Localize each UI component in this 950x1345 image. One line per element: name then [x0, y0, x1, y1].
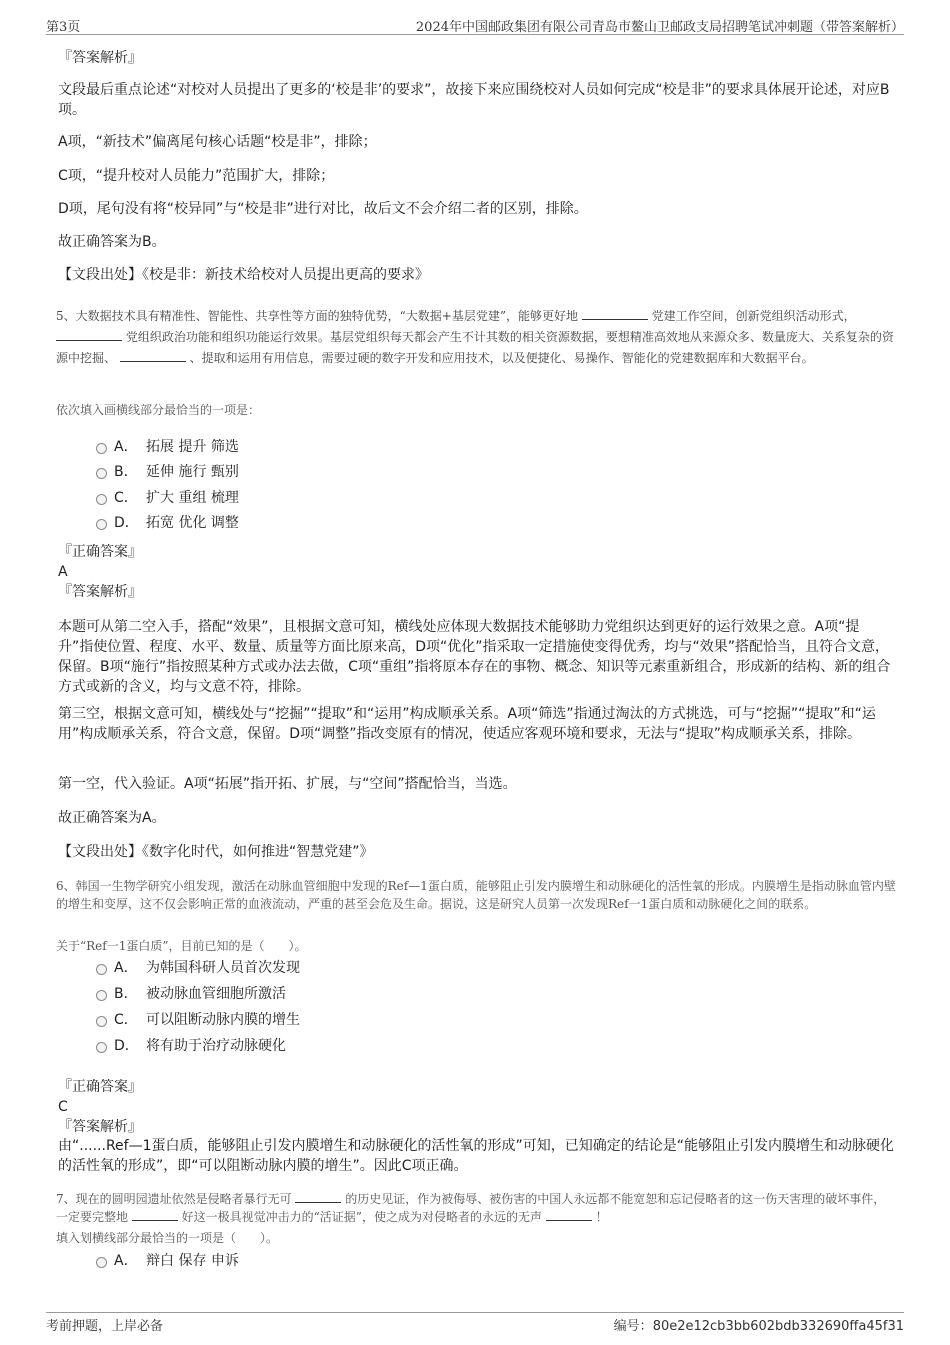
- analysis-paragraph: 第一空，代入验证。A项“拓展”指开拓、扩展，与“空间”搭配恰当，当选。: [58, 776, 517, 792]
- analysis-paragraph: D项，尾句没有将“校异同”与“校是非”进行对比，故后文不会介绍二者的区别，排除。: [58, 201, 588, 217]
- passage-source: 【文段出处】《数字化时代，如何推进“智慧党建”》: [58, 844, 374, 860]
- analysis-paragraph: 文段最后重点论述“对校对人员提出了更多的‘校是非’的要求”，故接下来应围绕校对人员如何完成“校是非”的要求具体展开论述，对应B项。: [58, 82, 890, 118]
- fill-blank: [546, 1208, 592, 1221]
- footer-slogan: 考前押题，上岸必备: [46, 1319, 164, 1334]
- question-5-stem: 5、大数据技术具有精准性、智能性、共享性等方面的独特优势，“大数据+基层党建”，能够更好地 党建工作空间，创新党组织活动形式， 党组织政治功能和组织功能运行效果。基层党组织每天都会产生不计其数的相关资源数据，要想精准高效地从来源众多、数量庞大、关系复杂的资源中挖掘、 、提取和运用有用信息，需要过硬的数字开发和应用技术，以及便捷化、易操作、智能化的党建数据库和大数据平台。: [56, 309, 894, 365]
- analysis-paragraph: C项，“提升校对人员能力”范围扩大，排除；: [58, 168, 335, 184]
- question-7-stem: 7、现在的圆明园遗址依然是侵略者暴行无可 的历史见证，作为被侮辱、被伤害的中国人永远都不能宽恕和忘记侵略者的这一伤天害理的破坏事件，一定要完整地 好这一极具视觉冲击力的“活证据”，使之成为对侵略者的永远的无声 ！: [56, 1192, 886, 1224]
- answer-analysis-heading: 『答案解析』: [58, 584, 142, 600]
- code-value: 80e2e12cb3bb602bdb332690ffa45f31: [652, 1319, 904, 1334]
- analysis-conclusion: 故正确答案为A。: [58, 810, 166, 826]
- fill-blank: [295, 1190, 341, 1203]
- analysis-paragraph: A项，“新技术”偏离尾句核心话题“校是非”，排除；: [58, 134, 377, 150]
- radio-button[interactable]: [96, 990, 107, 1001]
- analysis-paragraph: 第三空，根据文意可知，横线处与“挖掘”“提取”和“运用”构成顺承关系。A项“筛选”指通过淘汰的方式挑选，可与“挖掘”“提取”和“运用”构成顺承关系，符合文意，保留。D项“调整”指改变原有的情况，使适应客观环境和要求，无法与“提取”构成顺承关系，排除。: [58, 706, 876, 742]
- analysis-conclusion: 故正确答案为B。: [58, 234, 166, 250]
- analysis-paragraph: 由“......Ref—1蛋白质，能够阻止引发内膜增生和动脉硬化的活性氧的形成”可知，已知确定的结论是“能够阻止引发内膜增生和动脉硬化的活性氧的形成”，即“可以阻断动脉内膜的增生”。因此C项正确。: [58, 1138, 895, 1174]
- answer-analysis-heading: 『答案解析』: [58, 1119, 142, 1135]
- fill-blank: [582, 307, 648, 320]
- code-label: 编号：: [613, 1319, 653, 1334]
- radio-button[interactable]: [96, 1257, 107, 1268]
- radio-button[interactable]: [96, 1016, 107, 1027]
- radio-button[interactable]: [96, 519, 107, 530]
- fill-blank: [120, 349, 186, 362]
- document-code: [614, 1315, 904, 1334]
- passage-source: 【文段出处】《校是非：新技术给校对人员提出更高的要求》: [58, 267, 429, 283]
- fill-blank: [56, 328, 122, 341]
- page-number: 第3页: [46, 20, 81, 35]
- analysis-paragraph: 本题可从第二空入手，搭配“效果”，且根据文意可知，横线处应体现大数据技术能够助力党组织达到更好的运行效果之意。A项“提升”指使位置、程度、水平、数量、质量等方面比原来高，D项“优化”指采取一定措施使变得优秀，均与“效果”搭配恰当，且符合文意，保留。B项“施行”指按照某种方式或办法去做，C项“重组”指将原本存在的事物、概念、知识等元素重新组合，形成新的结构、新的组合方式或新的含义，均与文意不符，排除。: [58, 619, 891, 695]
- radio-button[interactable]: [96, 468, 107, 479]
- document-title: 2024年中国邮政集团有限公司青岛市鳌山卫邮政支局招聘笔试冲刺题（带答案解析）: [415, 20, 904, 35]
- page-header: [46, 14, 904, 35]
- correct-answer-heading: 『正确答案』: [58, 1079, 142, 1095]
- radio-button[interactable]: [96, 494, 107, 505]
- page-footer: [46, 1312, 904, 1337]
- radio-button[interactable]: [96, 964, 107, 975]
- correct-answer: C: [58, 1099, 68, 1115]
- correct-answer-heading: 『正确答案』: [58, 544, 142, 560]
- question-prompt: 填入划横线部分最恰当的一项是（ ）。: [56, 1231, 279, 1245]
- answer-analysis-heading: 『答案解析』: [58, 50, 142, 66]
- question-prompt: 依次填入画横线部分最恰当的一项是：: [56, 403, 261, 417]
- question-prompt: 关于“Ref一1蛋白质”，目前已知的是（ ）。: [56, 939, 307, 953]
- correct-answer: A: [58, 564, 68, 580]
- radio-button[interactable]: [96, 443, 107, 454]
- fill-blank: [132, 1208, 178, 1221]
- radio-button[interactable]: [96, 1042, 107, 1053]
- question-6-stem: 6、韩国一生物学研究小组发现，激活在动脉血管细胞中发现的Ref—1蛋白质，能够阻止引发内膜增生和动脉硬化的活性氧的形成。内膜增生是指动脉血管内壁的增生和变厚，这不仅会影响正常的血液流动，严重的甚至会危及生命。据说，这是研究人员第一次发现Ref一1蛋白质和动脉硬化之间的联系。: [56, 879, 896, 911]
